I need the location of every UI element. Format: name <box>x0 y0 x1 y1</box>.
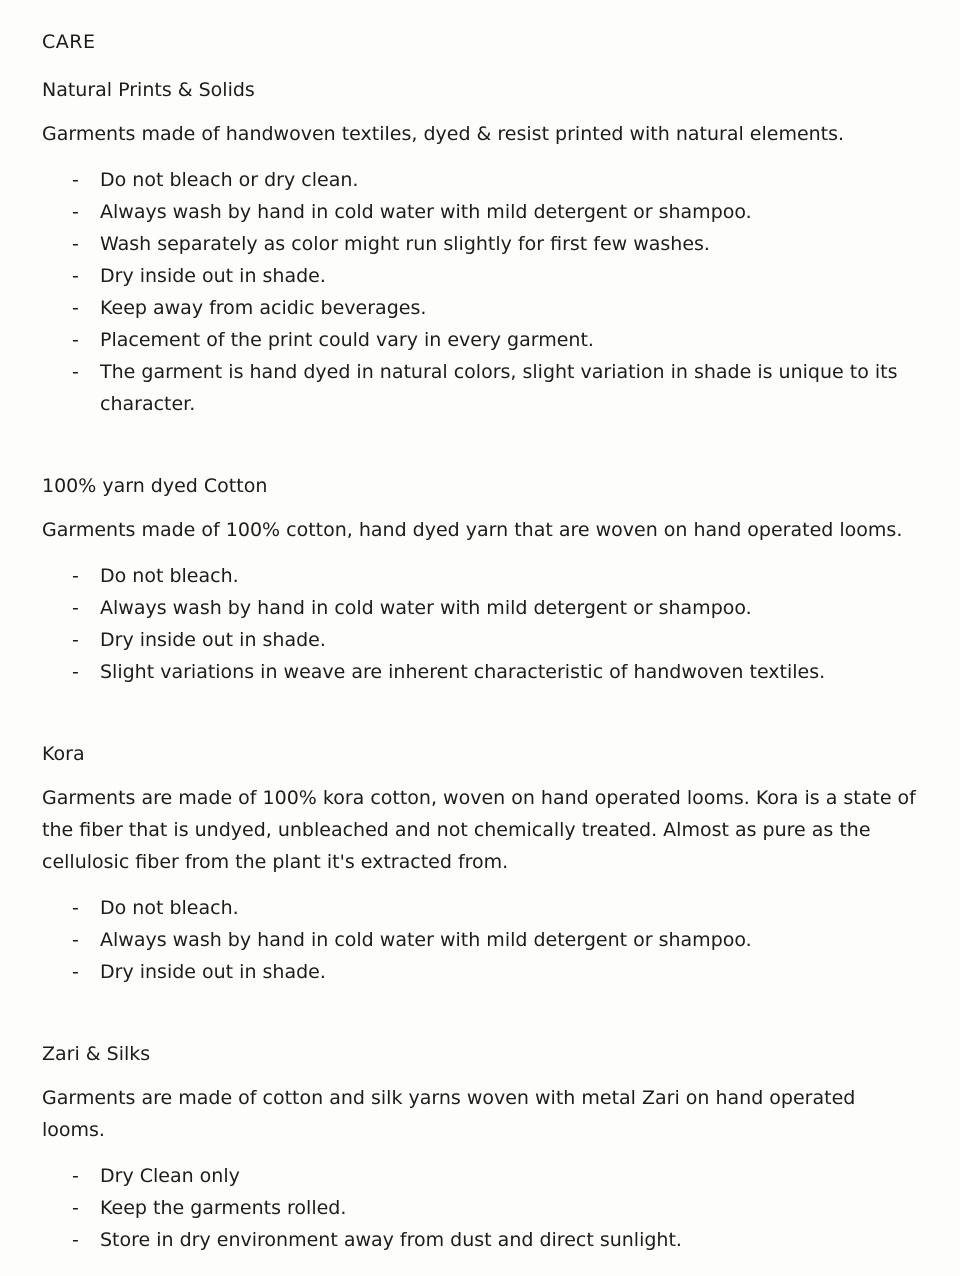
section-description: Garments made of 100% cotton, hand dyed yarn that are woven on hand operated looms. <box>42 519 903 541</box>
bullet-dash: - <box>72 169 79 191</box>
care-instruction-item <box>42 560 918 592</box>
bullet-dash: - <box>72 1165 79 1187</box>
care-list <box>42 892 918 988</box>
care-instruction-text: Placement of the print could vary in every garment. <box>100 329 594 351</box>
bullet-dash: - <box>72 201 79 223</box>
care-instruction-item <box>42 228 918 260</box>
care-instruction-text: Always wash by hand in cold water with mild detergent or shampoo. <box>100 929 752 951</box>
care-instruction-item <box>42 624 918 656</box>
bullet-dash: - <box>72 897 79 919</box>
bullet-dash: - <box>72 565 79 587</box>
care-instruction-item <box>42 1224 918 1256</box>
care-instruction-item <box>42 924 918 956</box>
section-description: Garments made of handwoven textiles, dyed & resist printed with natural elements. <box>42 123 845 145</box>
care-instruction-text: Always wash by hand in cold water with mild detergent or shampoo. <box>100 201 752 223</box>
care-instruction-text: Do not bleach or dry clean. <box>100 169 359 191</box>
care-instruction-text: Keep the garments rolled. <box>100 1197 347 1219</box>
care-instruction-item <box>42 164 918 196</box>
care-instruction-item <box>42 956 918 988</box>
care-instruction-text: Keep away from acidic beverages. <box>100 297 427 319</box>
bullet-dash: - <box>72 1229 79 1251</box>
section-zari-silks <box>42 1038 918 1256</box>
care-list <box>42 560 918 688</box>
bullet-dash: - <box>72 961 79 983</box>
bullet-dash: - <box>72 629 79 651</box>
care-instruction-text: Dry inside out in shade. <box>100 265 326 287</box>
bullet-dash: - <box>72 233 79 255</box>
section-heading: Zari & Silks <box>42 1043 151 1065</box>
care-instruction-text: Dry Clean only <box>100 1165 240 1187</box>
care-instruction-text: The garment is hand dyed in natural colors, slight variation in shade is unique to its character. <box>100 361 898 415</box>
bullet-dash: - <box>72 265 79 287</box>
care-instruction-text: Store in dry environment away from dust and direct sunlight. <box>100 1229 682 1251</box>
care-instruction-text: Wash separately as color might run slightly for first few washes. <box>100 233 710 255</box>
bullet-dash: - <box>72 929 79 951</box>
care-list <box>42 164 918 420</box>
bullet-dash: - <box>72 361 79 383</box>
care-instruction-item <box>42 356 918 420</box>
care-list <box>42 1160 918 1256</box>
care-instruction-text: Dry inside out in shade. <box>100 629 326 651</box>
care-instruction-item <box>42 592 918 624</box>
care-instruction-item <box>42 196 918 228</box>
care-instruction-item <box>42 656 918 688</box>
page-title: CARE <box>42 31 96 53</box>
care-instruction-item <box>42 1160 918 1192</box>
care-instruction-text: Do not bleach. <box>100 565 239 587</box>
care-instruction-item <box>42 260 918 292</box>
care-instruction-text: Always wash by hand in cold water with mild detergent or shampoo. <box>100 597 752 619</box>
care-instruction-item <box>42 292 918 324</box>
section-kora <box>42 738 918 988</box>
care-instruction-text: Dry inside out in shade. <box>100 961 326 983</box>
care-instruction-item <box>42 892 918 924</box>
section-yarn-dyed-cotton <box>42 470 918 688</box>
care-instruction-text: Do not bleach. <box>100 897 239 919</box>
bullet-dash: - <box>72 297 79 319</box>
section-description: Garments are made of 100% kora cotton, woven on hand operated looms. Kora is a state of the fiber that is undyed, unbleached and not chemically treated. Almost as pure as the cellulosic fiber from the plant it's extracted from. <box>42 787 916 873</box>
care-instruction-item <box>42 324 918 356</box>
bullet-dash: - <box>72 661 79 683</box>
section-heading: Kora <box>42 743 85 765</box>
care-instruction-text: Slight variations in weave are inherent characteristic of handwoven textiles. <box>100 661 826 683</box>
section-natural-prints-solids <box>42 74 918 420</box>
section-heading: Natural Prints & Solids <box>42 79 255 101</box>
bullet-dash: - <box>72 329 79 351</box>
bullet-dash: - <box>72 597 79 619</box>
section-heading: 100% yarn dyed Cotton <box>42 475 268 497</box>
section-description: Garments are made of cotton and silk yarns woven with metal Zari on hand operated looms. <box>42 1087 856 1141</box>
bullet-dash: - <box>72 1197 79 1219</box>
care-instruction-item <box>42 1192 918 1224</box>
